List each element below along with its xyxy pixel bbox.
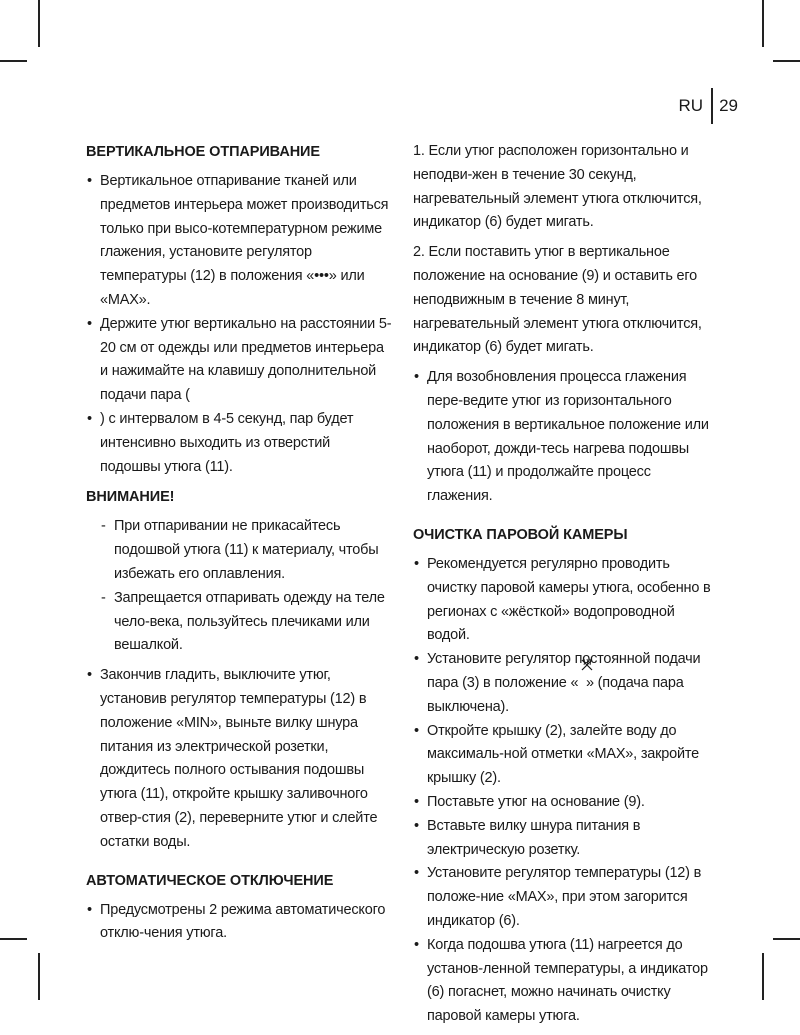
resume-ironing-list	[413, 366, 717, 509]
list-item	[413, 648, 717, 719]
list-item: • Держите утюг вертикально на расстоянии 5-20 см от одежды или предметов интерьера и нажимайте на клавишу дополнительной подачи пара (	[86, 313, 392, 408]
steam-off-icon	[578, 672, 586, 696]
list-item: • Закончив гладить, выключите утюг, установив регулятор температуры (12) в положение «MIN», выньте вилку шнура питания из электрической розетки, дождитесь полного остывания подошвы утюга (11), откройте крышку заливочного отвер-стия (2), переверните утюг и слейте остатки воды.	[86, 664, 392, 854]
list-item: - При отпаривании не прикасайтесь подошвой утюга (11) к материалу, чтобы избежать его оплавления.	[98, 515, 392, 586]
language-code: RU	[678, 96, 704, 115]
crop-mark	[762, 953, 764, 1000]
list-item: • Поставьте утюг на основание (9).	[413, 791, 717, 815]
page-header	[679, 88, 738, 124]
section-title-vertical-steaming: ВЕРТИКАЛЬНОЕ ОТПАРИВАНИЕ	[86, 144, 320, 160]
list-item-text: » (подача пара выключена).	[427, 674, 684, 715]
list-item: • Вставьте вилку шнура питания в электрическую розетку.	[413, 815, 717, 863]
crop-mark	[0, 60, 27, 62]
attention-list	[98, 515, 392, 658]
left-column	[86, 140, 392, 952]
list-item: • ) с интервалом в 4-5 секунд, пар будет интенсивно выходить из отверстий подошвы утюга (11).	[86, 408, 392, 479]
list-item: • Откройте крышку (2), залейте воду до максималь-ной отметки «MAX», закройте крышку (2).	[413, 720, 717, 791]
crop-mark	[0, 938, 27, 940]
auto-off-mode-2: 2. Если поставить утюг в вертикальное положение на основание (9) и оставить его неподвижным в течение 8 минут, нагревательный элемент утюга отключится, индикатор (6) будет мигать.	[413, 244, 702, 356]
section-title-attention: ВНИМАНИЕ!	[86, 489, 175, 506]
list-item-text: Установите регулятор постоянной подачи пара (3) в положение «	[427, 651, 701, 691]
page-number: 29	[719, 96, 738, 115]
crop-mark	[773, 938, 800, 940]
crop-mark	[38, 953, 40, 1000]
list-item: - Запрещается отпаривать одежду на теле чело-века, пользуйтесь плечиками или вешалкой.	[98, 587, 392, 658]
auto-off-list	[86, 899, 392, 947]
section-title-steam-chamber-cleaning: ОЧИСТКА ПАРОВОЙ КАМЕРЫ	[413, 526, 628, 543]
list-item: • Для возобновления процесса глажения пере-ведите утюг из горизонтального положения в вертикальное положение или наоборот, дожди-тесь нагрева подошвы утюга (11) и продолжайте процесс глажения.	[413, 366, 717, 509]
vertical-steaming-list	[86, 170, 392, 479]
crop-mark	[762, 0, 764, 47]
right-column	[413, 140, 717, 1035]
cleaning-list	[413, 553, 717, 1029]
list-item: • Вертикальное отпаривание тканей или предметов интерьера может производиться только при высо-котемпературном режиме глажения, установите регулятор температуры (12) в положения «•••» или «MAX».	[86, 170, 392, 313]
finish-ironing-list	[86, 664, 392, 854]
auto-off-mode-1: 1. Если утюг расположен горизонтально и неподви-жен в течение 30 секунд, нагревательный элемент утюга отключится, индикатор (6) будет мигать.	[413, 143, 702, 231]
list-item: • Установите регулятор температуры (12) в положе-ние «MAX», при этом загорится индикатор (6).	[413, 862, 717, 933]
list-item: • Когда подошва утюга (11) нагреется до установ-ленной температуры, а индикатор (6) погаснет, можно начинать очистку паровой камеры утюга.	[413, 934, 717, 1029]
crop-mark	[773, 60, 800, 62]
list-item: • Предусмотрены 2 режима автоматического отклю-чения утюга.	[86, 899, 392, 947]
crop-mark	[38, 0, 40, 47]
header-divider	[711, 88, 713, 124]
list-item: • Рекомендуется регулярно проводить очистку паровой камеры утюга, особенно в регионах с «жёсткой» водопроводной водой.	[413, 553, 717, 648]
section-title-auto-off: АВТОМАТИЧЕСКОЕ ОТКЛЮЧЕНИЕ	[86, 872, 334, 889]
